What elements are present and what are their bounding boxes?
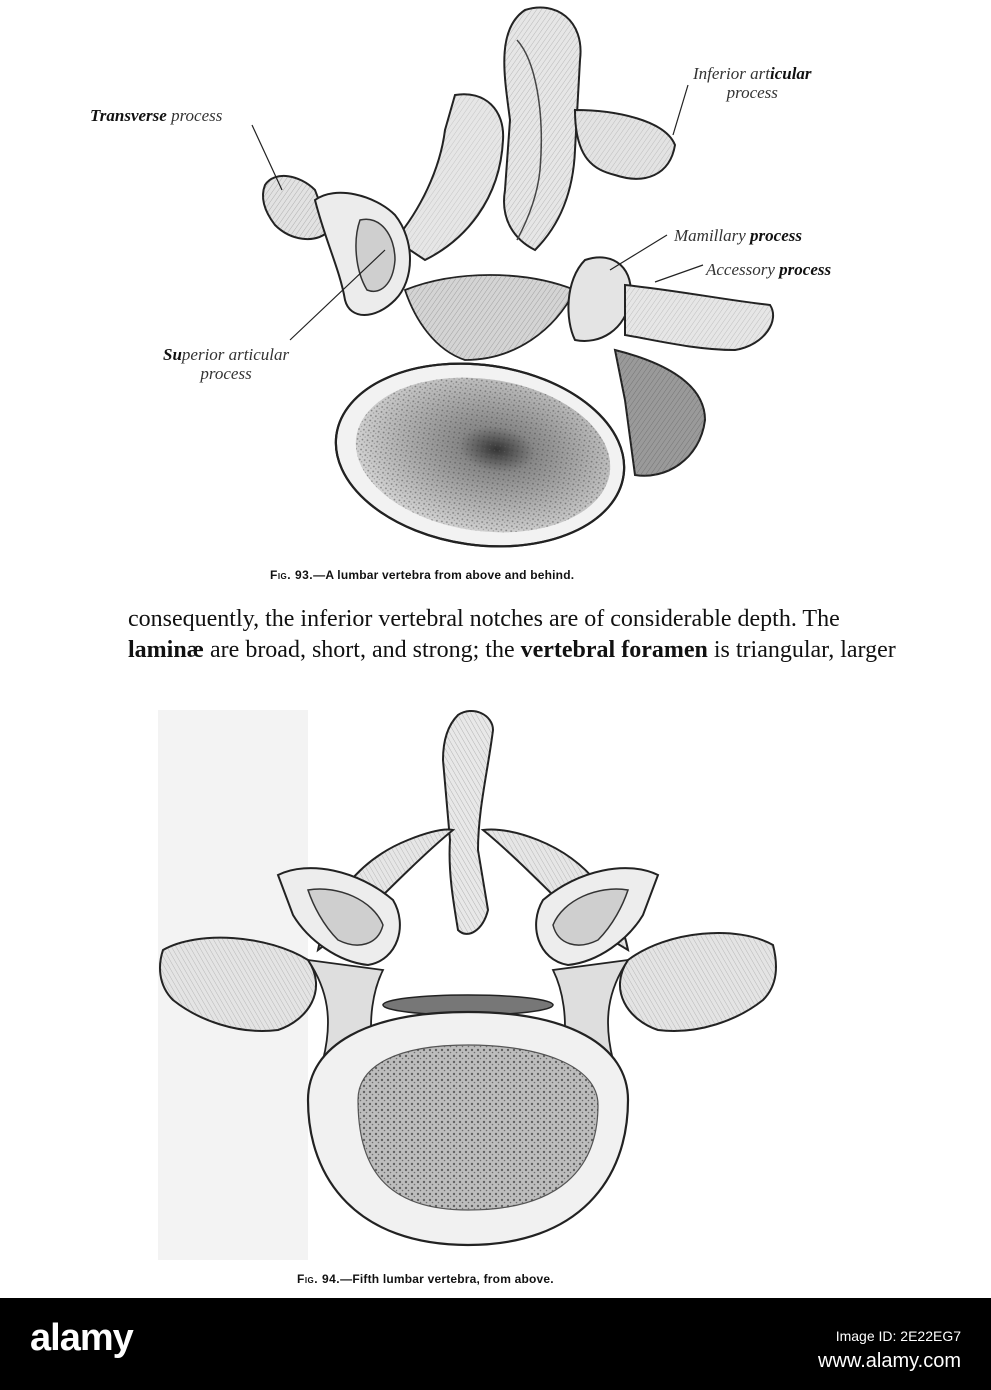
- figure-93-caption-text: —A lumbar vertebra from above and behind.: [313, 568, 575, 582]
- label-accessory-bold: process: [779, 260, 832, 279]
- watermark-bar: [0, 1298, 991, 1390]
- figure-94-caption-text: —Fifth lumbar vertebra, from above.: [340, 1272, 554, 1286]
- body-term-vertebral-foramen: vertebral foramen: [520, 637, 708, 663]
- label-inferior-articular-process: [693, 64, 812, 102]
- body-line-2-end: is triangular, larger: [707, 637, 896, 663]
- figure-93-caption: [270, 568, 574, 582]
- label-mamillary-bold: process: [750, 226, 802, 245]
- watermark-image-id: Image ID: 2E22EG7: [835, 1328, 961, 1344]
- label-superior-rest: perior articular: [181, 345, 290, 364]
- body-term-laminae: laminæ: [128, 637, 205, 663]
- fifth-lumbar-vertebra-drawing: [158, 700, 798, 1270]
- label-transverse-bold: Transverse: [90, 106, 167, 125]
- body-paragraph: [128, 604, 908, 666]
- label-accessory-rest: Accessory: [706, 260, 780, 279]
- label-inferior-line2: process: [726, 83, 778, 102]
- figure-93-leader-lines: [0, 0, 991, 600]
- label-superior-articular-process: [163, 345, 289, 383]
- label-superior-bold: Su: [163, 345, 182, 364]
- label-transverse-rest: process: [166, 106, 223, 125]
- figure-94-illustration: [158, 700, 798, 1270]
- label-accessory-process: [706, 260, 831, 279]
- body-line-1: consequently, the inferior vertebral notches are of considerable depth. The: [128, 606, 840, 632]
- figure-93-number: Fig. 93.: [270, 568, 314, 582]
- alamy-logo: alamy: [30, 1317, 133, 1359]
- body-line-2: [128, 635, 908, 666]
- label-mamillary-process: [674, 226, 802, 245]
- label-inferior-bold: icular: [769, 64, 812, 83]
- figure-94-caption: [297, 1272, 554, 1286]
- label-transverse-process: [90, 106, 222, 125]
- label-mamillary-rest: Mamillary: [674, 226, 751, 245]
- watermark-url: www.alamy.com: [818, 1350, 961, 1372]
- label-superior-line2: process: [200, 364, 252, 383]
- figure-94-number: Fig. 94.: [297, 1272, 341, 1286]
- label-inferior-rest: Inferior art: [693, 64, 770, 83]
- body-line-2-mid: are broad, short, and strong; the: [204, 637, 521, 663]
